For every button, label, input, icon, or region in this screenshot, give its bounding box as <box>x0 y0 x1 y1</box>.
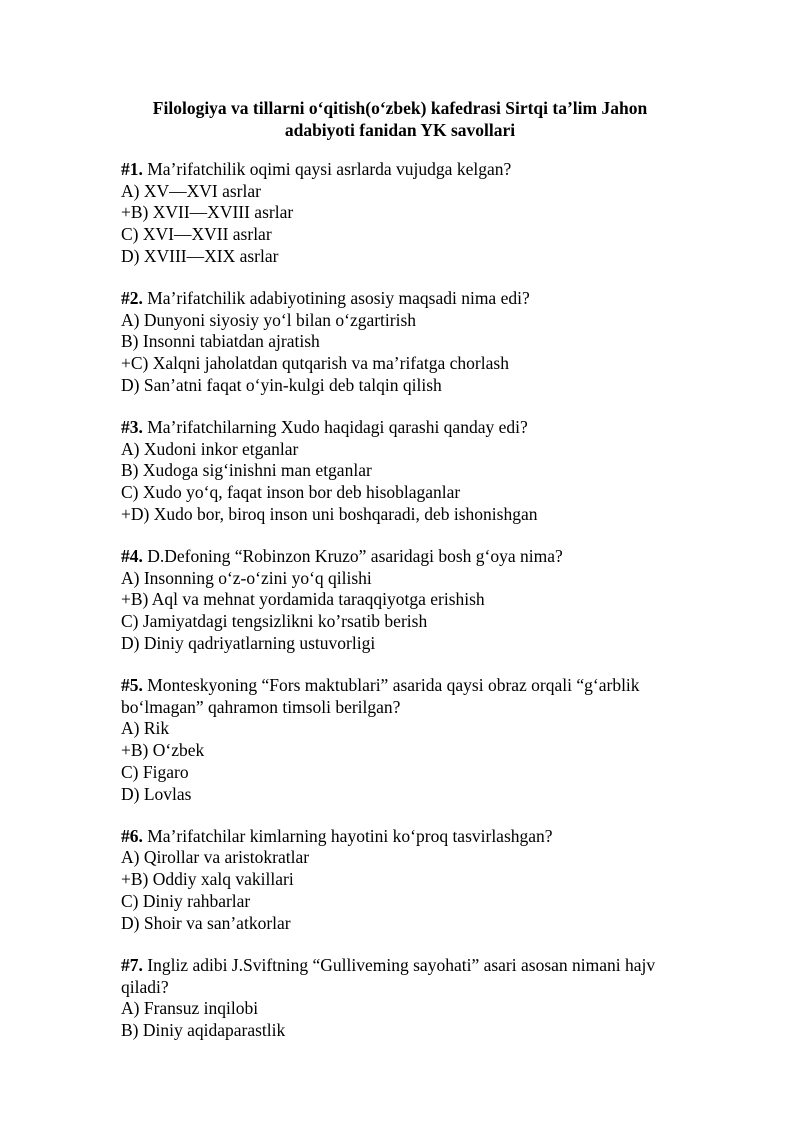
option: A) Fransuz inqilobi <box>121 998 259 1019</box>
question-body: Ingliz adibi J.Sviftning “Gulliveming sayohati” asari asosan nimani hajv qiladi? <box>121 954 656 997</box>
option: +B) Oddiy xalq vakillari <box>121 869 294 890</box>
option: C) Figaro <box>121 761 189 782</box>
question-text <box>121 826 701 848</box>
question-number: #4. <box>121 546 143 567</box>
question-1 <box>121 159 701 268</box>
question-text <box>121 417 701 439</box>
option: C) Jamiyatdagi tengsizlikni ko’rsatib berish <box>121 611 428 632</box>
option: C) XVI—XVII asrlar <box>121 224 272 245</box>
option: A) XV—XVI asrlar <box>121 180 261 201</box>
option: A) Dunyoni siyosiy yo‘l bilan o‘zgartirish <box>121 309 417 330</box>
question-body: Ma’rifatchilik oqimi qaysi asrlarda vujudga kelgan? <box>147 159 512 179</box>
option: D) Lovlas <box>121 783 192 804</box>
question-text <box>121 546 701 568</box>
option: D) Diniy qadriyatlarning ustuvorligi <box>121 632 376 653</box>
question-number: #3. <box>121 417 143 438</box>
option: D) San’atni faqat o‘yin-kulgi deb talqin qilish <box>121 374 442 395</box>
question-list <box>121 159 701 1062</box>
question-number: #5. <box>121 675 143 696</box>
question-4 <box>121 546 701 655</box>
option: D) XVIII—XIX asrlar <box>121 245 279 266</box>
option: C) Diniy rahbarlar <box>121 890 251 911</box>
question-number: #6. <box>121 825 143 846</box>
question-7 <box>121 955 701 1042</box>
option: +B) XVII—XVIII asrlar <box>121 202 294 223</box>
option: B) Diniy aqidaparastlik <box>121 1019 286 1040</box>
question-number: #1. <box>121 159 143 179</box>
document-title <box>100 98 700 141</box>
question-2 <box>121 288 701 397</box>
question-6 <box>121 826 701 935</box>
question-text <box>121 955 701 998</box>
option: D) Shoir va san’atkorlar <box>121 912 291 933</box>
option: A) Rik <box>121 718 170 739</box>
question-text <box>121 288 701 310</box>
option: A) Qirollar va aristokratlar <box>121 847 310 868</box>
question-number: #2. <box>121 288 143 309</box>
option: A) Xudoni inkor etganlar <box>121 438 299 459</box>
option: +D) Xudo bor, biroq inson uni boshqaradi, deb ishonishgan <box>121 503 538 524</box>
option: +C) Xalqni jaholatdan qutqarish va ma’rifatga chorlash <box>121 353 509 374</box>
title-line-1: Filologiya va tillarni o‘qitish(o‘zbek) kafedrasi Sirtqi ta’lim Jahon <box>152 98 648 118</box>
question-text <box>121 675 701 718</box>
title-line-2: adabiyoti fanidan YK savollari <box>284 119 516 140</box>
option: +B) O‘zbek <box>121 740 205 761</box>
option: +B) Aql va mehnat yordamida taraqqiyotga erishish <box>121 589 485 610</box>
option: C) Xudo yo‘q, faqat inson bor deb hisoblaganlar <box>121 482 461 503</box>
question-body: Monteskyoning “Fors maktublari” asarida qaysi obraz orqali “g‘arblik bo‘lmagan” qahramon timsoli berilgan? <box>121 675 640 717</box>
question-5 <box>121 675 701 805</box>
option: B) Insonni tabiatdan ajratish <box>121 331 320 352</box>
question-3 <box>121 417 701 526</box>
question-number: #7. <box>121 954 143 975</box>
question-body: Ma’rifatchilar kimlarning hayotini ko‘proq tasvirlashgan? <box>147 825 553 846</box>
question-body: D.Defoning “Robinzon Kruzo” asaridagi bosh g‘oya nima? <box>147 546 563 567</box>
option: A) Insonning o‘z-o‘zini yo‘q qilishi <box>121 567 372 588</box>
question-text <box>121 159 701 181</box>
question-body: Ma’rifatchilik adabiyotining asosiy maqsadi nima edi? <box>147 288 530 309</box>
question-body: Ma’rifatchilarning Xudo haqidagi qarashi qanday edi? <box>147 417 528 438</box>
option: B) Xudoga sig‘inishni man etganlar <box>121 460 372 481</box>
